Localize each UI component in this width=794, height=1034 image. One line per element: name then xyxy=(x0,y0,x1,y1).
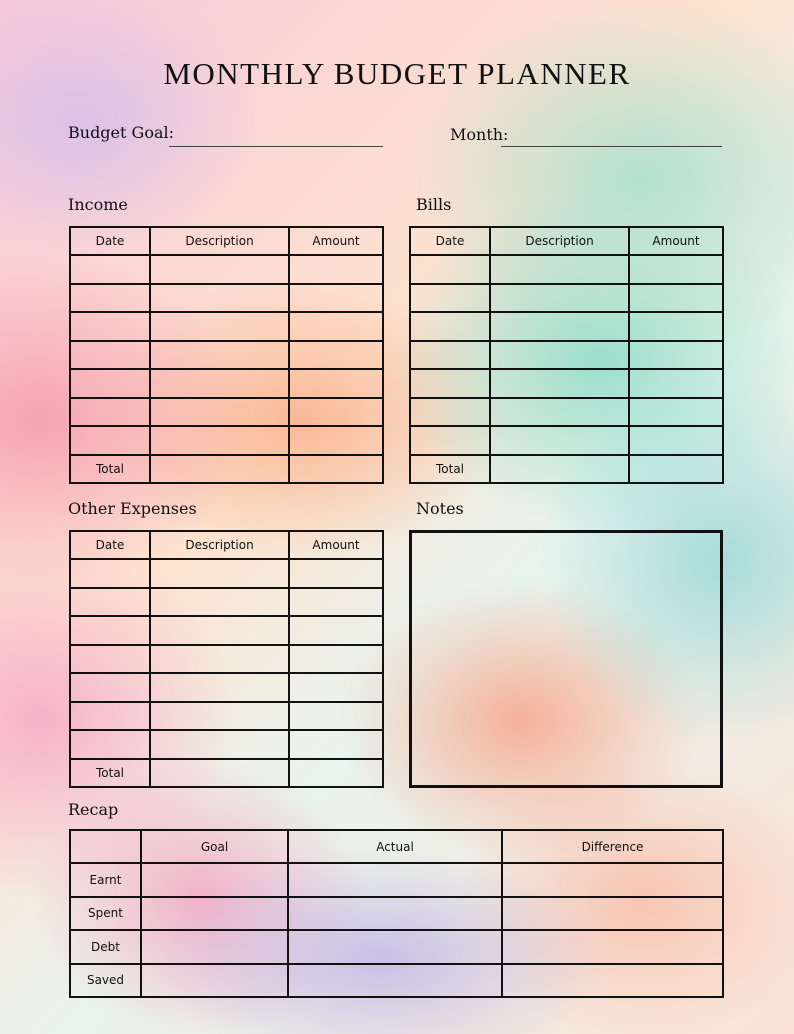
table-row xyxy=(70,559,383,588)
table-row xyxy=(70,730,383,759)
column-header-description: Description xyxy=(150,227,289,255)
income-table xyxy=(69,226,384,484)
table-cell[interactable] xyxy=(289,702,383,731)
table-cell[interactable] xyxy=(410,341,490,370)
recap-cell[interactable] xyxy=(141,897,288,931)
table-cell[interactable] xyxy=(70,369,150,398)
recap-row-saved xyxy=(70,964,723,998)
table-row xyxy=(70,312,383,341)
month-label: Month: xyxy=(450,125,509,144)
recap-cell[interactable] xyxy=(288,964,502,998)
recap-row-label: Saved xyxy=(70,964,141,998)
table-cell[interactable] xyxy=(150,702,289,731)
table-cell[interactable] xyxy=(70,559,150,588)
table-row xyxy=(410,426,723,455)
table-row xyxy=(70,398,383,427)
table-cell[interactable] xyxy=(70,616,150,645)
table-cell[interactable] xyxy=(70,645,150,674)
table-cell[interactable] xyxy=(289,559,383,588)
table-cell[interactable] xyxy=(150,341,289,370)
recap-row-earnt xyxy=(70,863,723,897)
table-cell[interactable] xyxy=(150,616,289,645)
table-row xyxy=(410,398,723,427)
table-cell[interactable] xyxy=(70,426,150,455)
table-row xyxy=(70,255,383,284)
table-cell[interactable] xyxy=(70,588,150,617)
budget-goal-field[interactable] xyxy=(169,146,383,147)
total-row xyxy=(410,455,723,484)
table-row xyxy=(70,369,383,398)
table-row xyxy=(410,369,723,398)
table-row xyxy=(70,616,383,645)
bills-table xyxy=(409,226,724,484)
table-cell[interactable] xyxy=(289,284,383,313)
recap-row-debt xyxy=(70,930,723,964)
table-cell[interactable] xyxy=(150,759,289,788)
column-header-date: Date xyxy=(410,227,490,255)
table-cell[interactable] xyxy=(150,255,289,284)
table-cell[interactable] xyxy=(289,341,383,370)
other-expenses-table xyxy=(69,530,384,788)
recap-heading: Recap xyxy=(68,800,119,819)
table-cell[interactable] xyxy=(150,369,289,398)
table-cell[interactable] xyxy=(490,341,629,370)
table-cell[interactable] xyxy=(289,426,383,455)
table-cell[interactable] xyxy=(410,284,490,313)
recap-cell[interactable] xyxy=(141,863,288,897)
table-row xyxy=(70,426,383,455)
column-header-description: Description xyxy=(150,531,289,559)
table-cell[interactable] xyxy=(70,673,150,702)
table-cell[interactable] xyxy=(289,455,383,484)
table-cell[interactable] xyxy=(289,759,383,788)
recap-cell[interactable] xyxy=(502,863,723,897)
total-label: Total xyxy=(70,759,150,788)
table-cell[interactable] xyxy=(410,369,490,398)
table-cell[interactable] xyxy=(70,341,150,370)
recap-cell[interactable] xyxy=(141,964,288,998)
table-row xyxy=(410,284,723,313)
table-cell[interactable] xyxy=(490,369,629,398)
table-cell[interactable] xyxy=(410,398,490,427)
table-cell[interactable] xyxy=(490,398,629,427)
table-cell[interactable] xyxy=(150,312,289,341)
month-field[interactable] xyxy=(501,146,722,147)
table-cell[interactable] xyxy=(289,645,383,674)
recap-table xyxy=(69,829,724,998)
recap-cell[interactable] xyxy=(288,897,502,931)
table-cell[interactable] xyxy=(410,312,490,341)
recap-column-difference: Difference xyxy=(502,830,723,863)
table-cell[interactable] xyxy=(410,255,490,284)
table-cell[interactable] xyxy=(629,455,723,484)
table-cell[interactable] xyxy=(289,312,383,341)
recap-column-actual: Actual xyxy=(288,830,502,863)
table-cell[interactable] xyxy=(150,284,289,313)
total-row xyxy=(70,455,383,484)
recap-cell[interactable] xyxy=(141,930,288,964)
recap-row-label: Debt xyxy=(70,930,141,964)
table-cell[interactable] xyxy=(150,426,289,455)
table-row xyxy=(70,341,383,370)
table-cell[interactable] xyxy=(289,369,383,398)
table-row xyxy=(70,284,383,313)
table-cell[interactable] xyxy=(629,398,723,427)
table-cell[interactable] xyxy=(150,398,289,427)
recap-row-label: Spent xyxy=(70,897,141,931)
table-cell[interactable] xyxy=(629,312,723,341)
table-cell[interactable] xyxy=(289,588,383,617)
table-row xyxy=(410,312,723,341)
total-label: Total xyxy=(410,455,490,484)
table-cell[interactable] xyxy=(70,730,150,759)
column-header-amount: Amount xyxy=(289,227,383,255)
recap-row-spent xyxy=(70,897,723,931)
table-cell[interactable] xyxy=(70,284,150,313)
notes-heading: Notes xyxy=(416,499,464,518)
table-cell[interactable] xyxy=(629,255,723,284)
table-cell[interactable] xyxy=(150,730,289,759)
total-label: Total xyxy=(70,455,150,484)
table-cell[interactable] xyxy=(629,369,723,398)
header-row xyxy=(70,531,383,559)
table-cell[interactable] xyxy=(490,312,629,341)
budget-goal-label: Budget Goal: xyxy=(68,123,174,142)
table-cell[interactable] xyxy=(289,398,383,427)
column-header-date: Date xyxy=(70,531,150,559)
table-cell[interactable] xyxy=(490,255,629,284)
table-cell[interactable] xyxy=(629,284,723,313)
column-header-amount: Amount xyxy=(629,227,723,255)
page-title: MONTHLY BUDGET PLANNER xyxy=(163,56,631,91)
recap-cell[interactable] xyxy=(502,964,723,998)
table-cell[interactable] xyxy=(70,312,150,341)
income-heading: Income xyxy=(68,195,128,214)
table-cell[interactable] xyxy=(490,426,629,455)
table-row xyxy=(70,645,383,674)
table-row xyxy=(410,255,723,284)
recap-cell[interactable] xyxy=(502,930,723,964)
notes-box[interactable] xyxy=(409,530,723,788)
recap-row-label: Earnt xyxy=(70,863,141,897)
table-cell[interactable] xyxy=(70,398,150,427)
recap-header-row xyxy=(70,830,723,863)
table-cell[interactable] xyxy=(410,426,490,455)
table-row xyxy=(70,673,383,702)
table-cell[interactable] xyxy=(150,645,289,674)
header-row xyxy=(70,227,383,255)
column-header-amount: Amount xyxy=(289,531,383,559)
table-cell[interactable] xyxy=(150,559,289,588)
recap-cell[interactable] xyxy=(502,897,723,931)
header-row xyxy=(410,227,723,255)
table-cell[interactable] xyxy=(70,255,150,284)
bills-heading: Bills xyxy=(416,195,452,214)
total-row xyxy=(70,759,383,788)
table-cell[interactable] xyxy=(70,702,150,731)
table-row xyxy=(70,702,383,731)
recap-cell[interactable] xyxy=(288,930,502,964)
table-cell[interactable] xyxy=(150,588,289,617)
table-cell[interactable] xyxy=(289,730,383,759)
column-header-date: Date xyxy=(70,227,150,255)
table-cell[interactable] xyxy=(629,426,723,455)
table-cell[interactable] xyxy=(629,341,723,370)
table-cell[interactable] xyxy=(490,284,629,313)
table-cell[interactable] xyxy=(289,255,383,284)
table-cell[interactable] xyxy=(150,455,289,484)
recap-corner-cell xyxy=(70,830,141,863)
other-expenses-heading: Other Expenses xyxy=(68,499,197,518)
table-cell[interactable] xyxy=(150,673,289,702)
table-cell[interactable] xyxy=(289,673,383,702)
table-row xyxy=(70,588,383,617)
table-row xyxy=(410,341,723,370)
table-cell[interactable] xyxy=(490,455,629,484)
column-header-description: Description xyxy=(490,227,629,255)
recap-cell[interactable] xyxy=(288,863,502,897)
table-cell[interactable] xyxy=(289,616,383,645)
recap-column-goal: Goal xyxy=(141,830,288,863)
